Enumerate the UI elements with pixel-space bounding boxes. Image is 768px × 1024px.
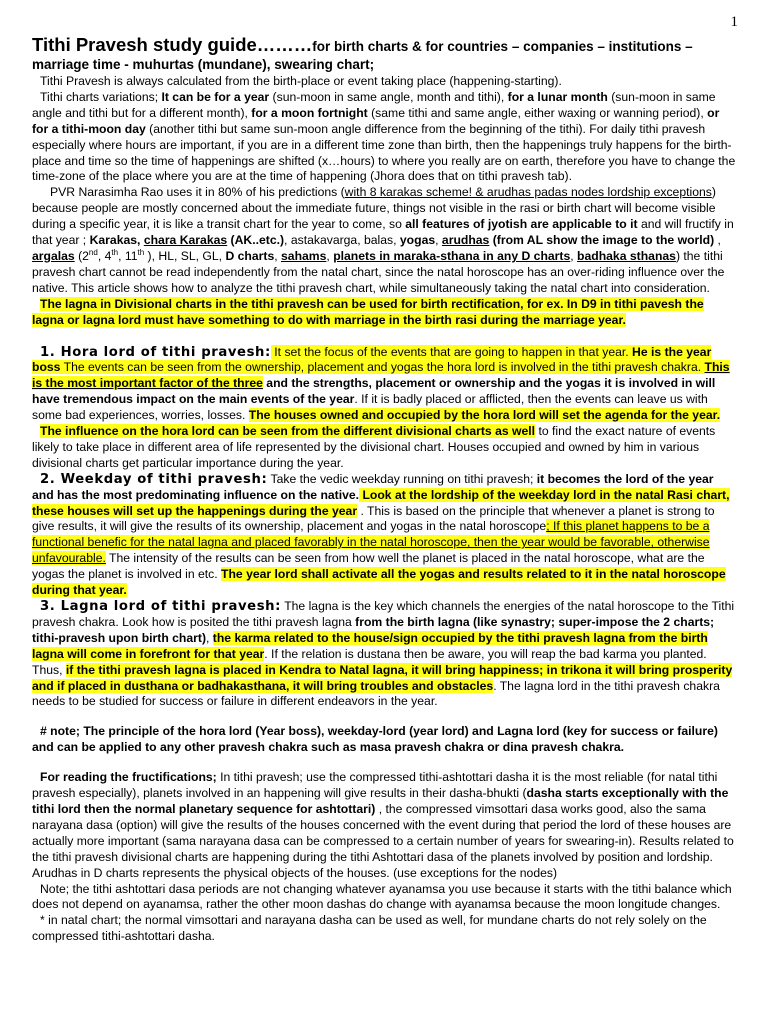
intro-paragraph-1: Tithi Pravesh is always calculated from the birth-place or event taking place (happening-starting). <box>40 74 562 88</box>
note-ayanamsa-paragraph: Note; the tithi ashtottari dasa periods are not changing whatever ayanamsa you use because it starts with the tithi balance which does not depend on ayanamsa, rather the other moon dashas do change with ayanamsa because the moon longitude changes. <box>32 881 732 912</box>
title-main: Tithi Pravesh study guide……… <box>32 34 313 55</box>
natal-chart-note: * in natal chart; the normal vimsottari and narayana dasha can be used as well, for mundane charts do not rely solely on the compressed tithi-ashtottari dasha. <box>32 913 707 944</box>
title-end: ; <box>369 57 375 72</box>
section-3-heading: 3. Lagna lord of tithi pravesh: <box>40 599 282 614</box>
reading-paragraph: For reading the fructifications; In tithi pravesh; use the compressed tithi-ashtottari dasha it is the most reliable (for natal tithi pravesh especially), planets involved in an happening will give results in their dasha-bhukti (dasha starts exceptionally with the tithi lord then the normal planetary sequence for ashtottari) , the compressed vimsottari dasa works good, also the sama narayana dasa (option) will give the results of the houses concerned with the event during that period the lord of these houses are actually more important (sama narayana dasa can be compressed to a certain number of years for swearing-in). Results related to the tithi pravesh divisional charts are happening during the tithi Ashtottari dasa of the planets involved by position and lordship. Arudhas in D charts represents the physical objects of the houses. (use exceptions for the nodes) <box>32 770 734 880</box>
intro-paragraph-2: Tithi charts variations; It can be for a year (sun-moon in same angle, month and tithi), for a lunar month (sun-moon in same angle and tithi but for a different month), for a moon fortnight (same tithi and same angle, either waxing or wanning period), or for a tithi-moon day (another tithi but same sun-moon angle difference from the beginning of the tithi). For daily tithi pravesh especially where hours are important, if you are in a different time zone than birth, then the happenings truly happens for the birth-place and time so the time of happenings are shifted (x…hours) to where you really are on earth, therefore you have to change the time-zone of the place where you are at the time of happening (Jhora does that on tithi pravesh tab). <box>32 89 736 184</box>
section-hora-lord-continued: The influence on the hora lord can be seen from the different divisional charts as well to find the exact nature of events likely to take place in different area of life represented by the divisional chart. Houses occupied and owned by him in various divisional charts get particular importance during the year. <box>32 424 716 470</box>
section-2-heading: 2. Weekday of tithi pravesh: <box>40 471 268 487</box>
intro-paragraph-4: The lagna in Divisional charts in the tithi pravesh can be used for birth rectification, for ex. In D9 in tithi pavesh the lagna or lagna lord must have something to do with marriage in the birth rasi during the marriage year. <box>32 296 704 327</box>
document-title <box>32 0 736 74</box>
note-paragraph: # note; The principle of the hora lord (Year boss), weekday-lord (year lord) and Lagna lord (key for success or failure) and can be applied to any other pravesh chakra such as masa pravesh chakra or dina pravesh chakra. <box>32 724 718 755</box>
page-number: 1 <box>730 14 738 30</box>
section-hora-lord: 1. Hora lord of tithi pravesh: It set the focus of the events that are going to happen in that year. He is the year boss The events can be seen from the ownership, placement and yogas the hora lord is involved in the tithi pravesh chakra. This is the most important factor of the three and the strengths, placement or ownership and the yogas it is involved in will have tremendous impact on the main events of the year. If it is badly placed or afflicted, then the events can leave us with some bad experiences, worries, losses. The houses owned and occupied by the hora lord will set the agenda for the year. <box>32 344 730 423</box>
section-1-heading: 1. Hora lord of tithi pravesh: <box>40 344 271 360</box>
section-weekday: 2. Weekday of tithi pravesh: Take the vedic weekday running on tithi pravesh; it becomes the lord of the year and has the most predominating influence on the native. Look at the lordship of the weekday lord in the natal Rasi chart, these houses will set up the happenings during the year . This is based on the principle that whenever a planet is strong to give results, it will give the results of its ownership, placement and yogas in the natal horoscope; If this planet happens to be a functional benefic for the natal lagna and placed favorably in the natal horoscope, then the year would be favorable, otherwise unfavourable. The intensity of the results can be seen from how well the planet is placed in the natal horoscope, what are the yogas the planet is involved in etc. The year lord shall activate all the yogas and results related to it in the natal horoscope during that year. <box>32 471 730 598</box>
section-lagna-lord: 3. Lagna lord of tithi pravesh: The lagna is the key which channels the energies of the natal horoscope to the Tithi pravesh chakra. Look how is posited the tithi pravesh lagna from the birth lagna (like synastry; super-impose the 2 charts; tithi-pravesh upon birth chart), the karma related to the house/sign occupied by the tithi pravesh lagna from the birth lagna will come in forefront for that year. If the relation is dustana then be aware, you will reap the bad karma you planted. Thus, if the tithi pravesh lagna is placed in Kendra to Natal lagna, it will bring happiness; in trikona it will bring prosperity and if placed in dusthana or badhakasthana, it will bring troubles and obstacles. The lagna lord in the tithi pravesh chakra needs to be studied for success or failure in different endeavors in the year. <box>32 599 735 709</box>
title-subtitle: for birth charts & for countries – companies – institutions – marriage time - muhurtas (mundane), swearing chart <box>32 39 693 72</box>
intro-paragraph-3: PVR Narasimha Rao uses it in 80% of his predictions (with 8 karakas scheme! & arudhas padas nodes lordship exceptions) because people are mostly concerned about the immediate future, things not visible in the rasi or birth chart will become visible during a specific year, it is like a transit chart for the year to come, so all features of jyotish are applicable to it and will fructify in that year ; Karakas, chara Karakas (AK..etc.), astakavarga, balas, yogas, arudhas (from AL show the image to the world) , argalas (2nd, 4th, 11th ), HL, SL, GL, D charts, sahams, planets in maraka-sthana in any D charts, badhaka sthanas) the tithi pravesh chart cannot be read independently from the natal chart, since the natal horoscope has an over-riding influence over the native. This article shows how to analyze the tithi pravesh chart, while simultaneously taking the natal chart into consideration. <box>32 185 734 295</box>
